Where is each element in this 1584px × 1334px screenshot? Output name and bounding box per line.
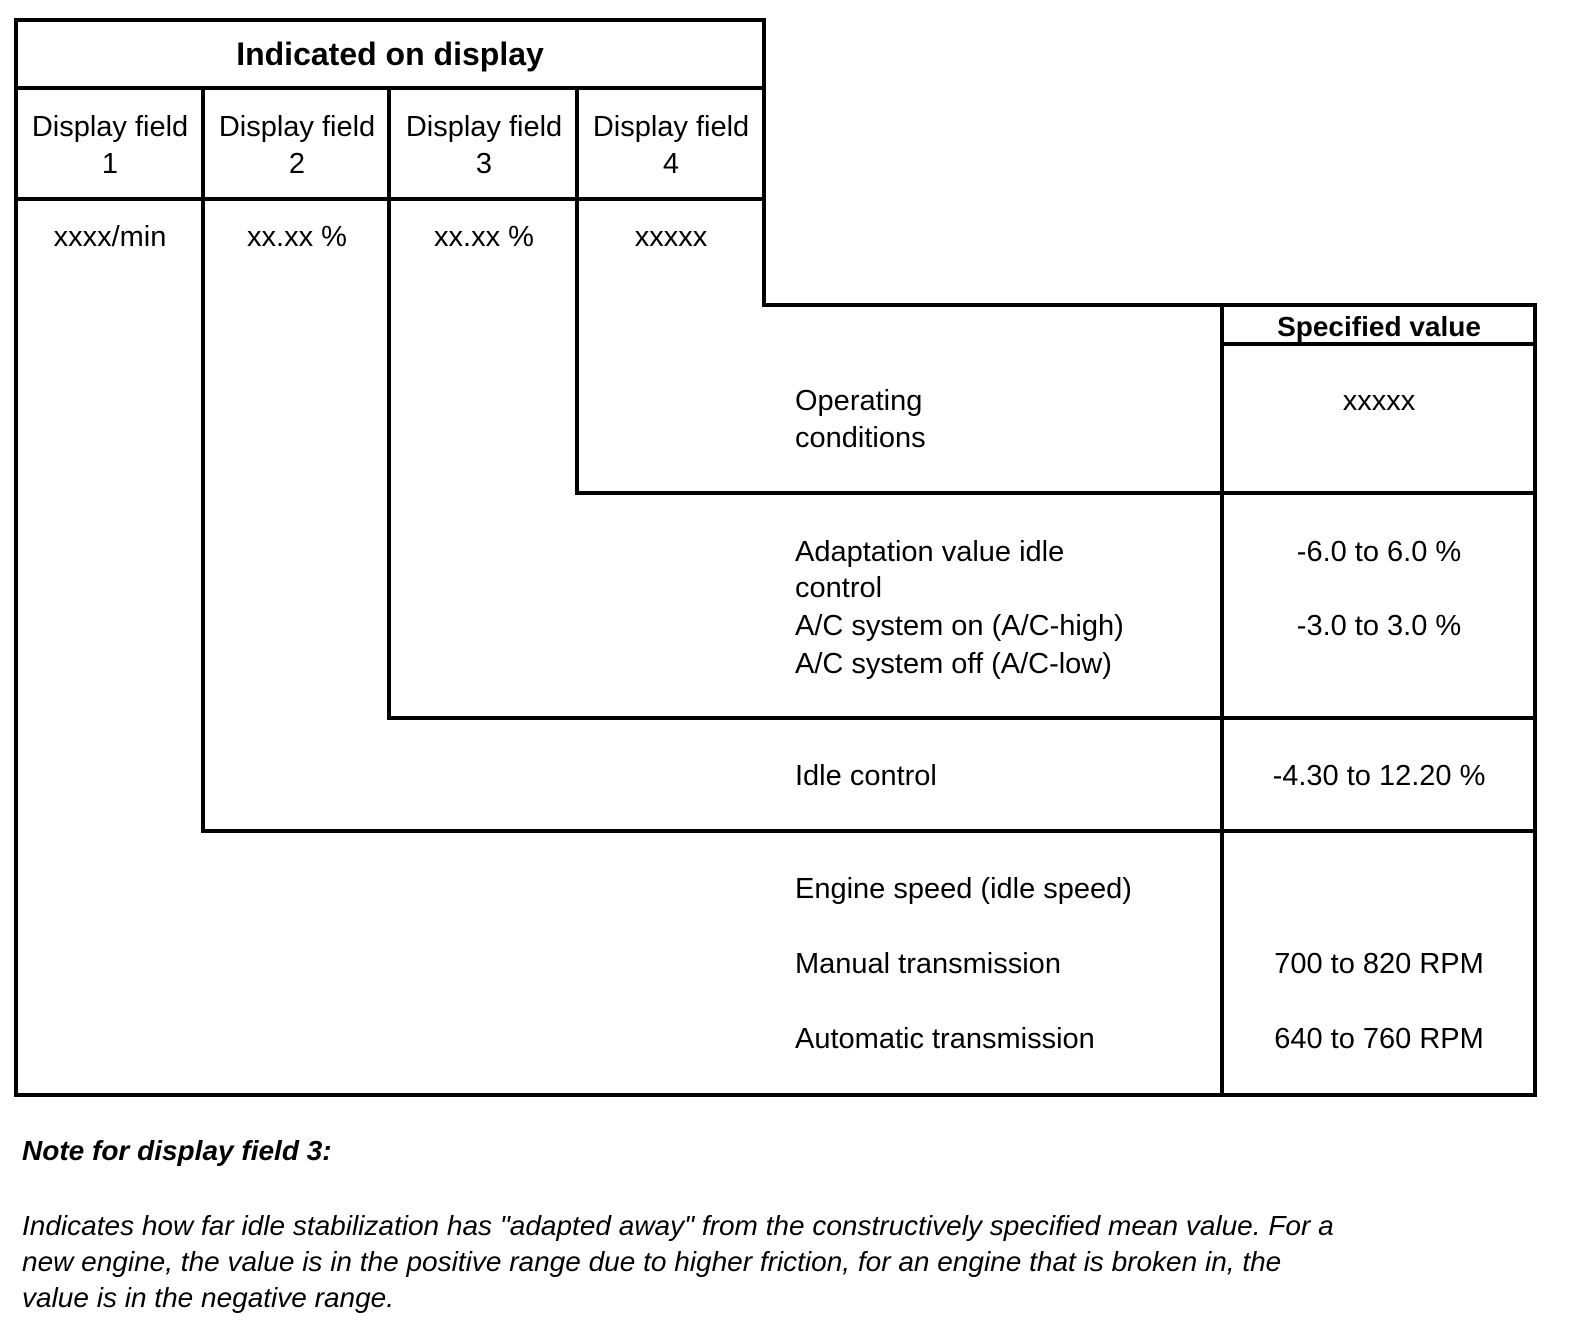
note-title: Note for display field 3: xyxy=(22,1135,332,1166)
display-field-1-value: xxxx/min xyxy=(53,221,167,253)
ac-low-value: -3.0 to 3.0 % xyxy=(1296,610,1462,642)
display-field-2-number: 2 xyxy=(288,148,306,180)
display-field-2-value: xx.xx % xyxy=(247,221,347,253)
display-field-3-number: 3 xyxy=(475,148,493,180)
display-field-3-value: xx.xx % xyxy=(434,221,534,253)
ac-on-label: A/C system on (A/C-high) xyxy=(795,610,1124,642)
operating-conditions-label: conditions xyxy=(795,422,926,454)
display-field-1-header: Display field xyxy=(31,111,189,143)
ac-off-label: A/C system off (A/C-low) xyxy=(795,648,1112,680)
specified-value-header: Specified value xyxy=(1277,311,1481,342)
ac-high-value: -6.0 to 6.0 % xyxy=(1296,536,1462,568)
automatic-transmission-label: Automatic transmission xyxy=(795,1023,1095,1055)
manual-transmission-value: 700 to 820 RPM xyxy=(1274,948,1484,980)
note-body: Indicates how far idle stabilization has "adapted away" from the constructively specified mean value. For a new engine, the value is in the positive range due to higher friction, for an engine that is broken in, the value is in the negative range. xyxy=(22,1210,1334,1313)
display-field-4-header: Display field xyxy=(592,111,750,143)
idle-control-value: -4.30 to 12.20 % xyxy=(1272,760,1486,792)
operating-conditions-value: xxxxx xyxy=(1342,385,1416,417)
display-field-4-value: xxxxx xyxy=(634,221,708,253)
display-field-1-number: 1 xyxy=(101,148,119,180)
automatic-transmission-value: 640 to 760 RPM xyxy=(1274,1023,1484,1055)
idle-control-label: Idle control xyxy=(795,760,937,792)
manual-transmission-label: Manual transmission xyxy=(795,948,1061,980)
table-title: Indicated on display xyxy=(236,36,544,72)
adaptation-label: Adaptation value idle xyxy=(795,536,1065,568)
display-field-3-header: Display field xyxy=(405,111,563,143)
display-field-4-number: 4 xyxy=(662,148,680,180)
engine-speed-label: Engine speed (idle speed) xyxy=(795,873,1132,905)
display-field-2-header: Display field xyxy=(218,111,376,143)
adaptation-label: control xyxy=(795,572,883,604)
operating-conditions-label: Operating xyxy=(795,385,923,417)
